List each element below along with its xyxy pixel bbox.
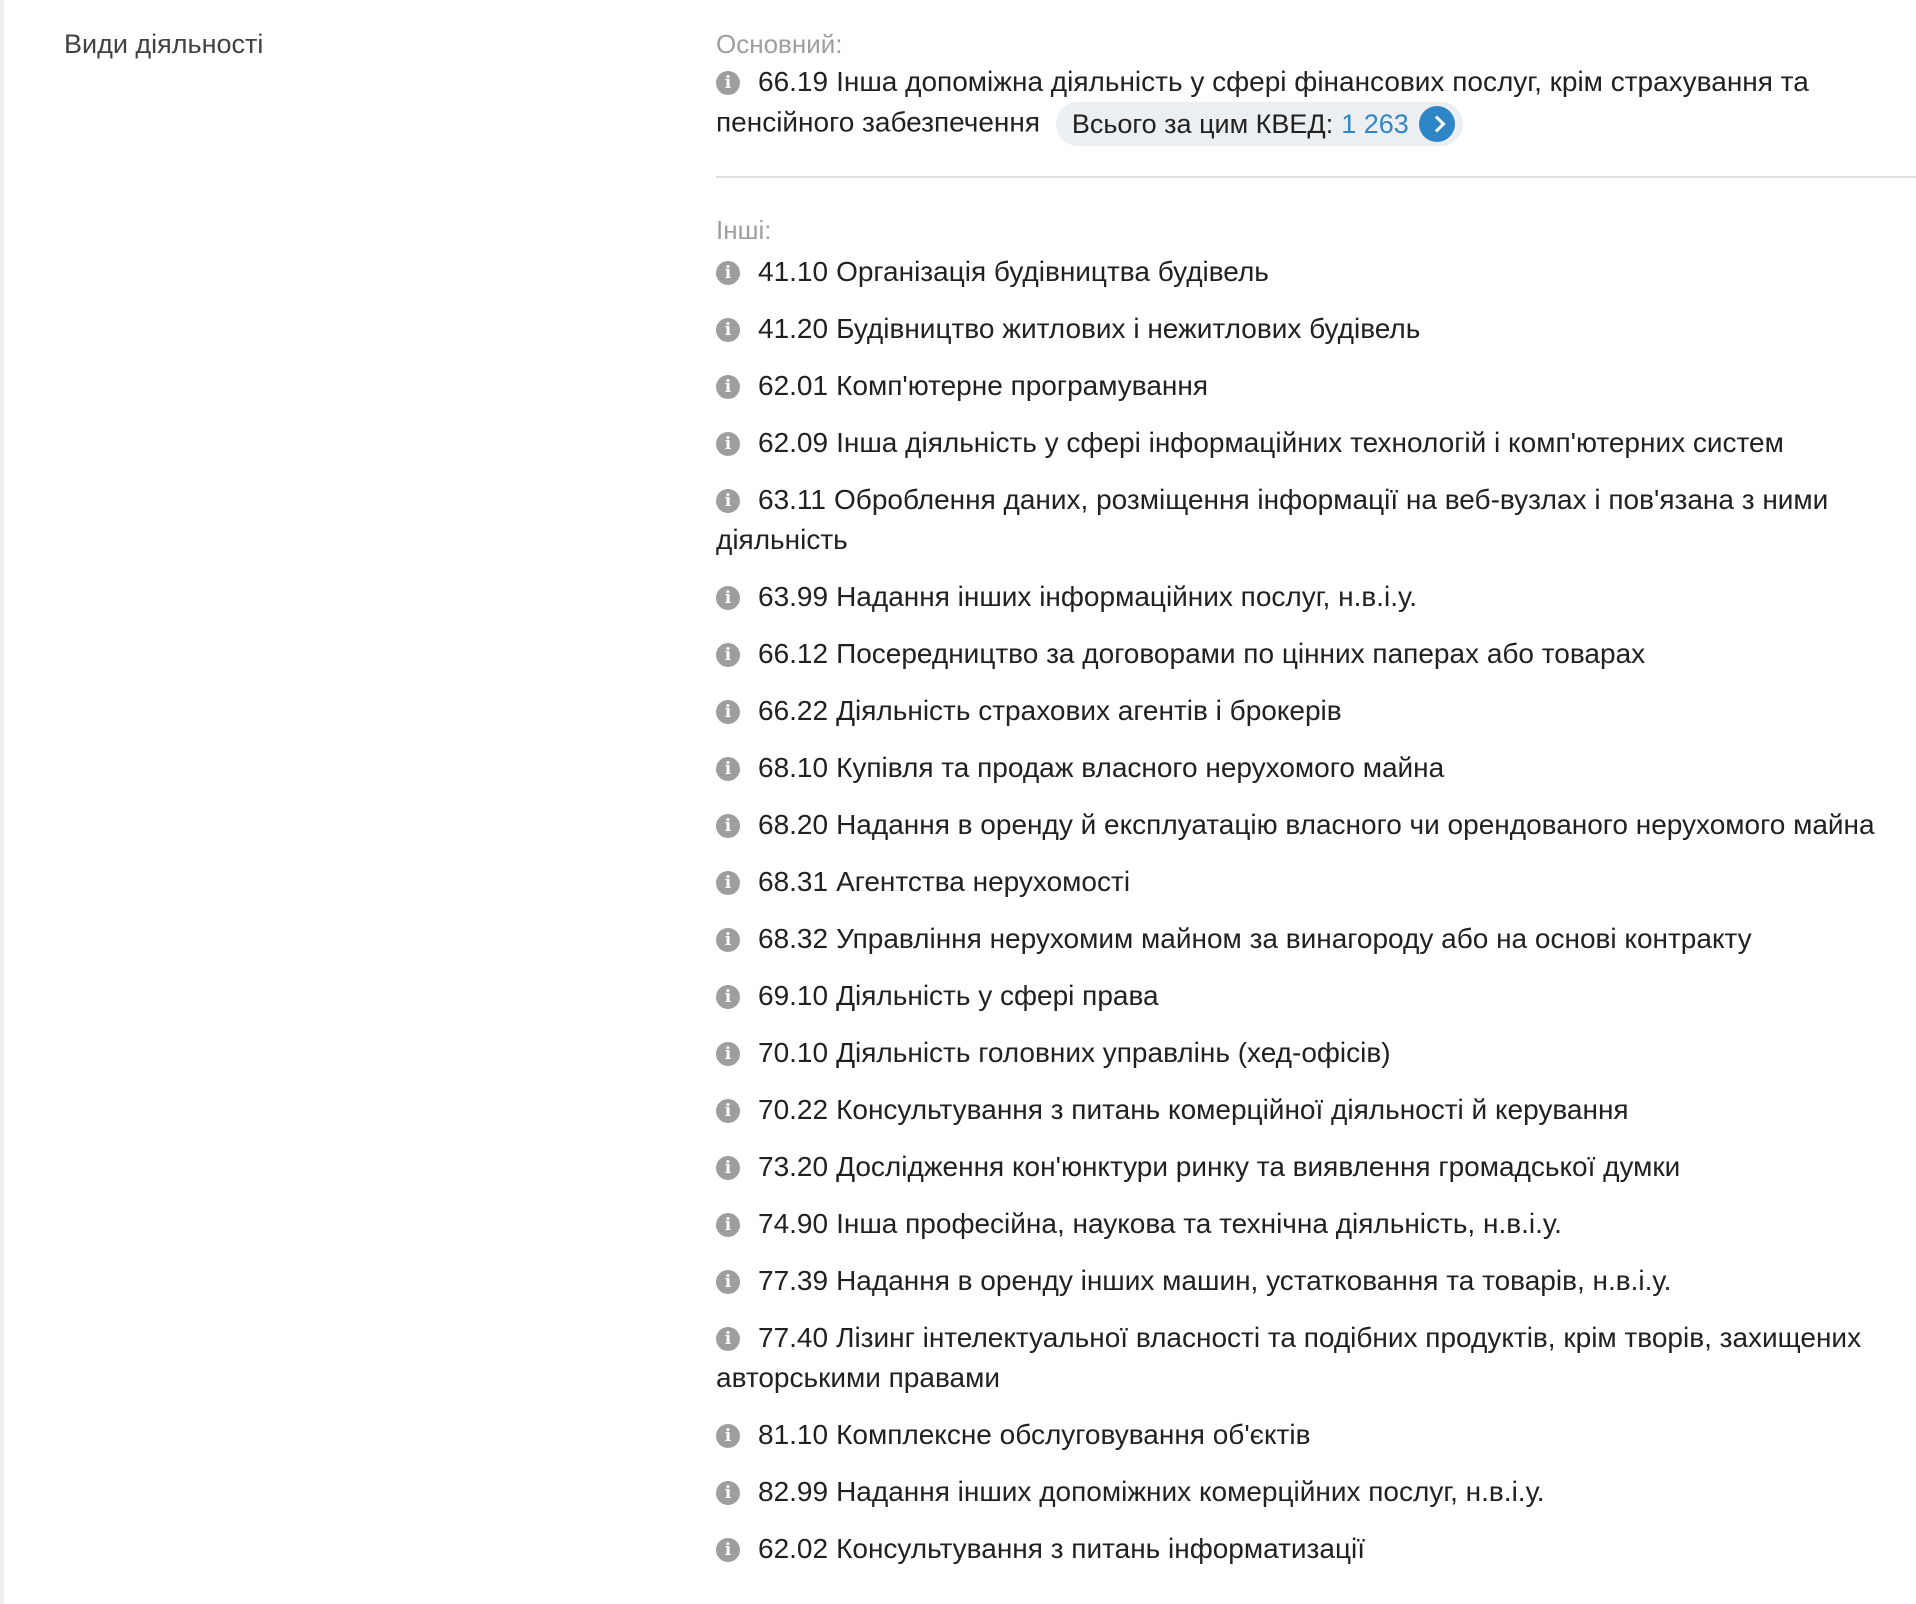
kved-name: Діяльність у сфері права [836,980,1159,1011]
info-icon[interactable]: i [716,757,740,781]
other-activities-list [716,252,1916,1569]
kved-code: 62.01 [758,370,829,401]
info-icon[interactable]: i [716,1538,740,1562]
info-icon[interactable]: i [716,1424,740,1448]
kved-name: Інша допоміжна діяльність у сфері фінансових послуг, крім страхування та пенсійного забезпечення [716,66,1809,138]
kved-name: Надання в оренду й експлуатацію власного чи орендованого нерухомого майна [836,809,1875,840]
kved-total-label: Всього за цим КВЕД: [1071,109,1334,139]
list-item [716,976,1916,1016]
info-icon[interactable]: i [716,375,740,399]
kved-name: Інша діяльність у сфері інформаційних технологій і комп'ютерних систем [836,427,1784,458]
info-icon[interactable]: i [716,71,740,95]
kved-name: Надання в оренду інших машин, устатковання та товарів, н.в.і.у. [836,1265,1672,1296]
info-icon[interactable]: i [716,318,740,342]
info-icon[interactable]: i [716,814,740,838]
list-item [716,480,1916,560]
list-item [716,1472,1916,1512]
activities-content [716,26,1916,1586]
section-label: Види діяльності [64,29,264,59]
info-icon[interactable]: i [716,1270,740,1294]
list-item [716,1204,1916,1244]
kved-code: 82.99 [758,1476,829,1507]
kved-code: 63.99 [758,581,829,612]
kved-code: 68.10 [758,752,829,783]
kved-code: 68.31 [758,866,829,897]
kved-name: Консультування з питань комерційної діяльності й керування [836,1094,1629,1125]
kved-name: Діяльність страхових агентів і брокерів [836,695,1342,726]
info-icon[interactable]: i [716,928,740,952]
list-item [716,1318,1916,1398]
kved-name: Управління нерухомим майном за винагороду або на основі контракту [836,923,1752,954]
kved-code: 77.39 [758,1265,829,1296]
kved-name: Консультування з питань інформатизації [836,1533,1366,1564]
kved-code: 74.90 [758,1208,829,1239]
chevron-right-icon[interactable] [1419,106,1455,142]
kved-code: 69.10 [758,980,829,1011]
other-activities-label: Інші: [716,215,772,245]
info-icon[interactable]: i [716,1156,740,1180]
info-icon[interactable]: i [716,1042,740,1066]
kved-name: Комплексне обслуговування об'єктів [836,1419,1311,1450]
list-item [716,1415,1916,1455]
info-icon[interactable]: i [716,871,740,895]
kved-code: 66.12 [758,638,829,669]
kved-name: Дослідження кон'юнктури ринку та виявлення громадської думки [836,1151,1681,1182]
kved-code: 66.19 [758,66,829,97]
list-item [716,805,1916,845]
kved-code: 68.20 [758,809,829,840]
info-icon[interactable]: i [716,586,740,610]
list-item [716,691,1916,731]
kved-code: 77.40 [758,1322,829,1353]
kved-code: 81.10 [758,1419,829,1450]
kved-code: 73.20 [758,1151,829,1182]
info-icon[interactable]: i [716,1327,740,1351]
kved-name: Будівництво житлових і нежитлових будівель [836,313,1421,344]
list-item [716,252,1916,292]
list-item [716,1261,1916,1301]
info-icon[interactable]: i [716,1213,740,1237]
kved-code: 63.11 [758,484,826,515]
list-item [716,577,1916,617]
kved-total-chip[interactable] [1056,102,1463,146]
kved-name: Агентства нерухомості [836,866,1131,897]
kved-name: Діяльність головних управлінь (хед-офісів) [836,1037,1391,1068]
kved-name: Інша професійна, наукова та технічна діяльність, н.в.і.у. [836,1208,1562,1239]
kved-name: Комп'ютерне програмування [836,370,1209,401]
kved-name: Купівля та продаж власного нерухомого майна [836,752,1445,783]
kved-code: 70.10 [758,1037,829,1068]
kved-code: 70.22 [758,1094,829,1125]
kved-name: Посередництво за договорами по цінних паперах або товарах [836,638,1646,669]
kved-name: Лізинг інтелектуальної власності та подібних продуктів, крім творів, захищених авторськими правами [716,1322,1862,1393]
list-item [716,919,1916,959]
info-icon[interactable]: i [716,700,740,724]
kved-name: Надання інших допоміжних комерційних послуг, н.в.і.у. [836,1476,1545,1507]
info-icon[interactable]: i [716,643,740,667]
kved-name: Надання інших інформаційних послуг, н.в.і.у. [836,581,1417,612]
kved-code: 66.22 [758,695,829,726]
kved-code: 62.02 [758,1533,829,1564]
kved-name: Оброблення даних, розміщення інформації на веб-вузлах і пов'язана з ними діяльність [716,484,1829,555]
kved-code: 62.09 [758,427,829,458]
list-item [716,423,1916,463]
list-item [716,1090,1916,1130]
list-item [716,862,1916,902]
kved-code: 68.32 [758,923,829,954]
info-icon[interactable]: i [716,261,740,285]
kved-total-count[interactable]: 1 263 [1341,109,1409,139]
info-icon[interactable]: i [716,1099,740,1123]
kved-name: Організація будівництва будівель [836,256,1269,287]
kved-code: 41.10 [758,256,829,287]
list-item [716,1033,1916,1073]
info-icon[interactable]: i [716,1481,740,1505]
list-item [716,748,1916,788]
list-item [716,1529,1916,1569]
main-activity-label: Основний: [716,29,843,59]
list-item [716,366,1916,406]
info-icon[interactable]: i [716,985,740,1009]
kved-code: 41.20 [758,313,829,344]
info-icon[interactable]: i [716,432,740,456]
list-item [716,1147,1916,1187]
list-item [716,634,1916,674]
divider [716,176,1916,178]
list-item [716,309,1916,349]
main-activity-entry [716,62,1916,146]
info-icon[interactable]: i [716,489,740,513]
